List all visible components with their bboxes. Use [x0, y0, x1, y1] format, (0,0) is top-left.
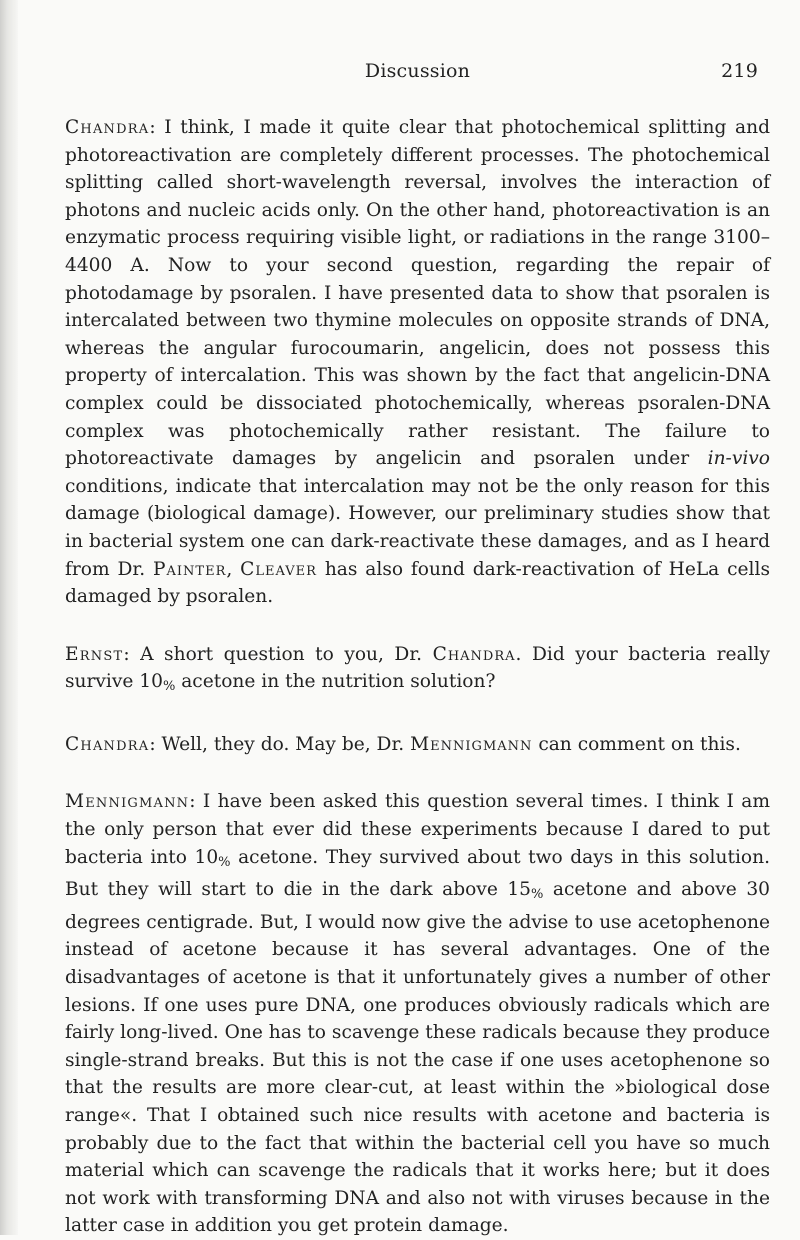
paragraph-text: conditions, indicate that intercalation may not be the only reason for this damage (biological damage). However, our preliminary studies show that in bacterial system one can dark-reactivate these damages, and as I heard from Dr. — [65, 475, 770, 580]
person-name: Cleaver — [240, 558, 317, 580]
paragraph-text: Well, they do. May be, Dr. — [161, 733, 405, 755]
speaker-name: Ernst — [65, 643, 124, 665]
paragraph-text: A short question to you, Dr. — [140, 643, 423, 665]
paragraph-text: . Did your bacteria really survive 10 — [65, 643, 770, 693]
person-name: Mennigmann — [410, 733, 533, 755]
separator: , — [226, 558, 233, 580]
paragraph-ernst: Ernst: A short question to you, Dr. Chandra. Did your bacteria really survive $10_{\%}$ acetone in the nutrition solution? — [65, 643, 770, 695]
italic-term: in-vivo — [707, 448, 770, 470]
percent-sign: % — [531, 887, 544, 903]
paragraph-mennigmann: Mennigmann: I have been asked this question several times. I think I am the only person that ever did these experiments because I dared to put bacteria into $10_{\%}$ acetone. They survived about two days in this solution. But they will start to die in the dark above $15_{\%}$ acetone and above 30 degrees centigrade. But, I would now give the advise to use acetophenone instead of acetone because it has several advantages. One of the disadvantages of acetone is that it unfortunately gives a number of other lesions. If one uses pure DNA, one produces obviously radicals which are fairly long-lived. One has to scavenge these radicals because they produce single-strand breaks. But this is not the case if one uses acetophenone so that the results are more clear-cut, at least within the »biological dose range«. That I obtained such nice results with acetone and bacteria is probably due to the fact that within the bacterial cell you have so much material which can scavenge the radicals that it works here; but it does not work with transforming DNA and also not with viruses because in the latter case in addition you get protein damage. — [65, 791, 770, 1237]
speaker-name: Mennigmann — [65, 791, 190, 813]
paragraph-text: can comment on this. — [538, 733, 741, 755]
paragraph-text: acetone in the nutrition solution? — [181, 671, 496, 693]
page-number: 219 — [721, 60, 758, 82]
running-title: Discussion — [364, 60, 471, 82]
paragraph-text: I think, I made it quite clear that photochemical splitting and photoreactivation are completely different processes. The photochemical splitting called short-wavelength reversal, involves the interaction of photons and nucleic acids only. On the other hand, photoreactivation is an enzymatic process requiring visible light, or radiations in the range 3100–4400 A. Now to your second question, regarding the repair of photodamage by psoralen. I have presented data to show that psoralen is intercalated between two thymine molecules on opposite strands of DNA, whereas the angular furocoumarin, angelicin, does not possess this property of intercalation. This was shown by the fact that angelicin-DNA complex could be dissociated photochemically, whereas psoralen-DNA complex was photochemically rather resistant. The failure to photoreactivate damages by angelicin and psoralen under — [65, 117, 771, 470]
book-page — [65, 58, 770, 1240]
person-name: Painter — [153, 558, 227, 580]
speaker-name: Chandra — [65, 117, 150, 138]
page-spine-shadow — [0, 0, 18, 1235]
speaker-name: Chandra — [65, 733, 150, 755]
paragraph-chandra-1: Chandra: I think, I made it quite clear that photochemical splitting and photoreactivation are completely different processes. The photochemical splitting called short-wavelength reversal, involves the interaction of photons and nucleic acids only. On the other hand, photoreactivation is an enzymatic process requiring visible light, or radiations in the range 3100–4400 A. Now to your second question, regarding the repair of photodamage by psoralen. I have presented data to show that psoralen is intercalated between two thymine molecules on opposite strands of DNA, whereas the angular furocoumarin, angelicin, does not possess this property of intercalation. This was shown by the fact that angelicin-DNA complex could be dissociated photochemically, whereas psoralen-DNA complex was photochemically rather resistant. The failure to photoreactivate damages by angelicin and psoralen under in-vivo conditions, indicate that intercalation may not be the only reason for this damage (biological damage). However, our preliminary studies show that in bacterial system one can dark-reactivate these damages, and as I heard from Dr. Painter, Cleaver has also found dark-reactivation of HeLa cells damaged by psoralen. — [65, 117, 771, 608]
person-name: Chandra — [432, 643, 516, 665]
paragraph-text: acetone and above 30 degrees centigrade. But, I would now give the advise to use acetophenone instead of acetone because it has several advantages. One of the disadvantages of acetone is that it unfortunately gives a number of other lesions. If one uses pure DNA, one produces obviously radicals which are fairly long-lived. One has to scavenge these radicals because they produce single-strand breaks. But this is not the case if one uses acetophenone so that the results are more clear-cut, at least within the »biological dose range«. That I obtained such nice results with acetone and bacteria is probably due to the fact that within the bacterial cell you have so much material which can scavenge the radicals that it works here; but it does not work with transforming DNA and also not with viruses because in the latter case in addition you get protein damage. — [65, 879, 770, 1237]
percent-sign: % — [162, 679, 176, 695]
discussion-body — [65, 114, 770, 1240]
paragraph-chandra-2: Chandra: Well, they do. May be, Dr. Mennigmann can comment on this. — [65, 733, 741, 755]
running-head — [65, 58, 770, 98]
percent-sign: % — [218, 854, 231, 870]
paragraph-text: I have been asked this question several times. I think I am the only person that ever did these experiments because I dared to put bacteria into 10 — [65, 791, 770, 868]
paragraph-text: has also found dark-reactivation of HeLa cells damaged by psoralen. — [65, 558, 770, 608]
paragraph-text: acetone. They survived about two days in this solution. But they will start to die in the dark above 15 — [65, 846, 770, 901]
